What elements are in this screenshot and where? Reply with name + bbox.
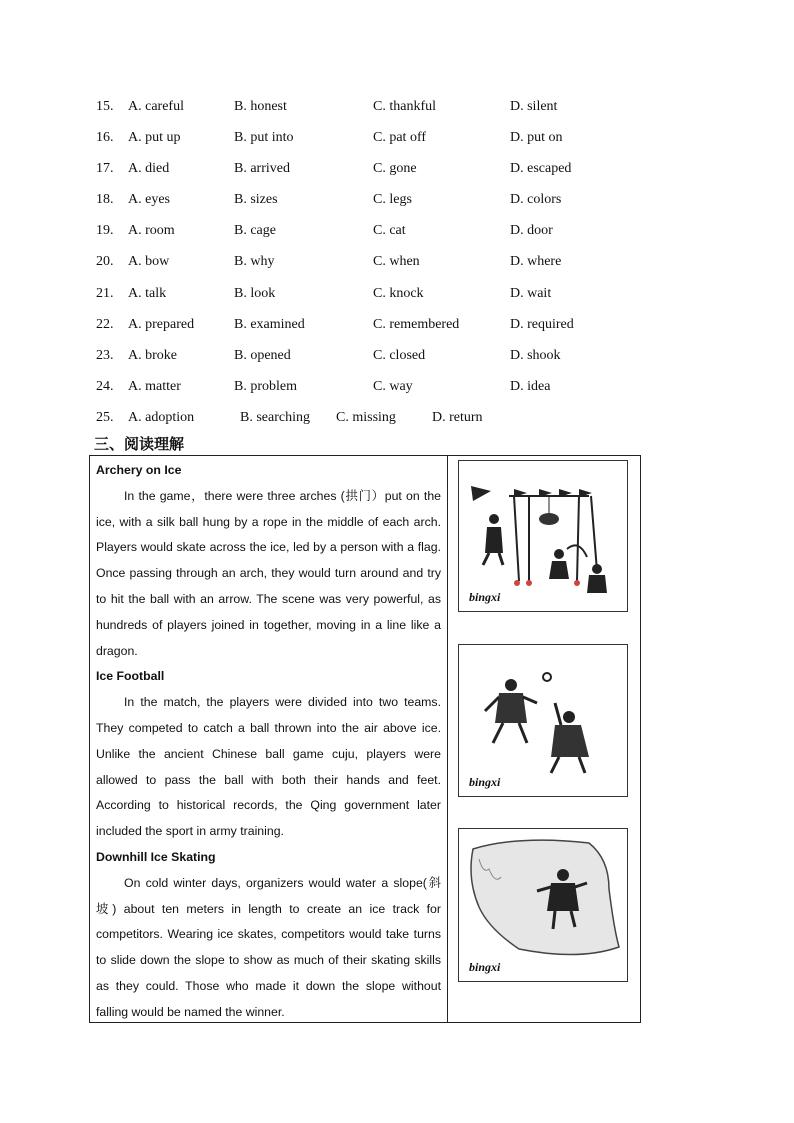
option-c: C. closed xyxy=(373,347,426,363)
option-a: A. room xyxy=(128,223,175,239)
option-b: B. problem xyxy=(234,378,297,394)
column-divider xyxy=(447,456,448,1022)
option-c: C. remembered xyxy=(373,316,460,332)
option-a: A. talk xyxy=(128,285,167,301)
skating-paragraph: On cold winter days, organizers would water a slope(斜坡) about ten meters in length to create an ice track for competitors. Wearing ice skates, competitors would take turns to slide down the slope to show as much of their skating skills as they could. Those who made it down the slope without falling would be named the winner. xyxy=(96,875,441,1019)
option-c: C. gone xyxy=(373,161,417,177)
option-d: D. door xyxy=(510,223,553,239)
option-a: A. died xyxy=(128,161,170,177)
option-d: D. required xyxy=(510,316,574,332)
question-number: 17. xyxy=(96,161,114,177)
option-c: C. cat xyxy=(373,223,406,239)
question-number: 22. xyxy=(96,316,114,332)
option-b: B. honest xyxy=(234,99,287,114)
question-row xyxy=(96,251,656,282)
option-d: D. put on xyxy=(510,130,563,146)
section-title: 三、阅读理解 xyxy=(94,435,185,453)
question-row xyxy=(96,220,656,251)
question-number: 19. xyxy=(96,223,114,239)
option-b: B. examined xyxy=(234,316,305,332)
question-row xyxy=(96,158,656,189)
question-number: 24. xyxy=(96,378,114,394)
question-row xyxy=(96,376,656,407)
option-b: B. searching xyxy=(240,409,310,425)
option-a: A. broke xyxy=(128,347,177,363)
option-d: D. where xyxy=(510,254,562,270)
skating-drawing xyxy=(459,829,627,981)
football-paragraph: In the match, the players were divided into two teams. They competed to catch a ball thrown into the air above ice. Unlike the ancient Chinese ball game cuju, players were allowed to pass the ball with both their hands and feet. According to historical records, the Qing government later included the sport in army training. xyxy=(96,695,441,839)
option-d: D. colors xyxy=(510,192,562,208)
question-number: 18. xyxy=(96,192,114,208)
option-d: D. escaped xyxy=(510,161,572,177)
option-b: B. why xyxy=(234,254,275,270)
option-b: B. arrived xyxy=(234,161,290,177)
question-number: 23. xyxy=(96,347,114,363)
archery-illustration xyxy=(458,460,628,612)
option-a: A. bow xyxy=(128,254,170,270)
option-c: C. pat off xyxy=(373,130,427,146)
football-drawing xyxy=(459,645,627,795)
option-c: C. knock xyxy=(373,285,424,301)
archery-paragraph: In the game，there were three arches (拱门）put on the ice, with a silk ball hung by a rope in the middle of each arch. Players would skate across the ice, led by a person with a flag. Once passing through an arch, they would turn around and try to hit the ball with an arrow. The scene was very powerful, as hundreds of players joined in together, moving in a line like a dragon. xyxy=(96,488,441,658)
question-row xyxy=(96,127,656,158)
question-list xyxy=(96,96,656,438)
question-number: 25. xyxy=(96,409,114,425)
archery-heading: Archery on Ice xyxy=(96,463,182,477)
picture-caption-2: bingxi xyxy=(469,775,501,789)
reading-text-column xyxy=(96,458,441,1026)
option-c: C. way xyxy=(373,378,413,394)
picture-caption-3: bingxi xyxy=(469,960,501,974)
option-b: B. cage xyxy=(234,223,276,239)
option-d: D. wait xyxy=(510,285,552,301)
option-c: C. legs xyxy=(373,192,412,208)
football-heading: Ice Football xyxy=(96,669,165,684)
option-d: D. silent xyxy=(510,99,558,114)
skating-illustration xyxy=(458,828,628,982)
question-row xyxy=(96,96,656,127)
option-b: B. look xyxy=(234,285,276,301)
option-d: D. return xyxy=(432,409,483,425)
option-b: B. put into xyxy=(234,130,294,146)
question-row xyxy=(96,314,656,345)
option-c: C. thankful xyxy=(373,99,436,114)
option-a: A. put up xyxy=(128,130,181,146)
question-row xyxy=(96,345,656,376)
option-a: A. adoption xyxy=(128,409,195,425)
option-b: B. opened xyxy=(234,347,291,363)
question-number: 16. xyxy=(96,130,114,146)
question-row xyxy=(96,283,656,314)
archery-drawing xyxy=(459,461,627,611)
option-a: A. eyes xyxy=(128,192,170,208)
option-a: A. prepared xyxy=(128,316,195,332)
skating-heading: Downhill Ice Skating xyxy=(96,849,216,864)
reading-table xyxy=(89,455,641,1023)
option-d: D. idea xyxy=(510,378,551,394)
option-c: C. missing xyxy=(336,409,396,425)
question-row xyxy=(96,189,656,220)
option-a: A. matter xyxy=(128,378,181,394)
question-number: 21. xyxy=(96,285,114,301)
question-number: 15. xyxy=(96,99,114,114)
option-b: B. sizes xyxy=(234,192,278,208)
option-c: C. when xyxy=(373,254,420,270)
option-a: A. careful xyxy=(128,99,184,114)
option-d: D. shook xyxy=(510,347,561,363)
picture-caption-1: bingxi xyxy=(469,590,501,604)
question-number: 20. xyxy=(96,254,114,270)
football-illustration xyxy=(458,644,628,797)
